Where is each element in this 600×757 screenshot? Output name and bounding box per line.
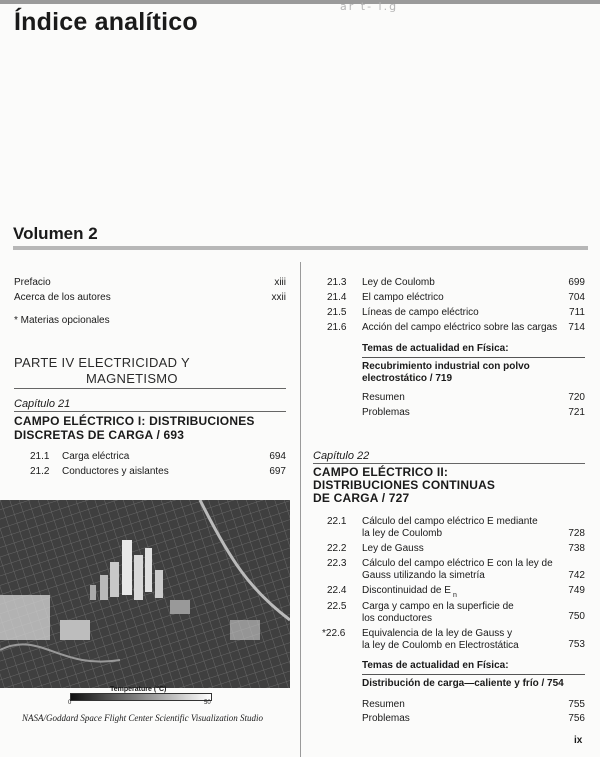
temperature-tick-max: 50 [204,700,211,706]
part-heading-line1: PARTE IV ELECTRICIDAD Y [14,355,190,370]
chapter-21-rule [14,411,286,412]
toc-entry-section[interactable]: El campo eléctrico [362,292,444,303]
optional-note: * Materias opcionales [14,315,110,326]
toc-entry-section[interactable]: Equivalencia de la ley de Gauss y [362,628,513,639]
section-number: 22.5 [327,601,347,612]
section-number: 22.1 [327,516,347,527]
toc-entry-section[interactable]: Acción del campo eléctrico sobre las cargas [362,322,558,333]
section-number: 22.3 [327,558,347,569]
toc-entry-section[interactable]: Ley de Coulomb [362,277,435,288]
temas-rule [362,674,585,675]
section-number: 22.4 [327,585,347,596]
chapter-22-title-line3[interactable]: DE CARGA / 727 [313,491,410,505]
toc-page: 750 [568,611,585,622]
chapter-22-title-line2[interactable]: DISTRIBUCIONES CONTINUAS [313,478,496,492]
toc-entry-section[interactable]: Conductores y aislantes [62,466,169,477]
toc-page-autores: xxii [271,292,286,303]
toc-entry-section[interactable]: Carga eléctrica [62,451,130,462]
section-number: 21.4 [327,292,347,303]
toc-page-problemas: 721 [568,407,585,418]
section-number: *22.6 [322,628,346,639]
toc-page: 694 [269,451,286,462]
toc-page: 738 [568,543,585,554]
toc-page-prefacio: xiii [274,277,286,288]
temperature-scale-bar [70,693,212,701]
section-number: 22.2 [327,543,347,554]
toc-page: 714 [568,322,585,333]
toc-entry-section[interactable]: Cálculo del campo eléctrico E mediante [362,516,538,527]
volume-rule [13,246,588,250]
feature-title-line1[interactable]: Recubrimiento industrial con polvo [362,361,530,372]
toc-page: 742 [568,570,585,581]
toc-entry-problemas[interactable]: Problemas [362,713,410,724]
chapter-22-title-line1[interactable]: CAMPO ELÉCTRICO II: [313,465,449,479]
toc-page: 704 [568,292,585,303]
section-number: 21.1 [30,451,50,462]
toc-entry-section[interactable]: Cálculo del campo eléctrico E con la ley de [362,558,553,569]
temperature-label: Temperature (°C) [110,686,167,693]
part-heading-line2: MAGNETISMO [86,371,178,386]
toc-entry-section[interactable]: Carga y campo en la superficie de [362,601,514,612]
toc-page: 699 [568,277,585,288]
toc-page: 697 [269,466,286,477]
temas-heading: Temas de actualidad en Física: [362,343,509,354]
toc-page-resumen: 720 [568,392,585,403]
toc-entry-section[interactable]: Ley de Gauss [362,543,424,554]
toc-page: 753 [568,639,585,650]
toc-entry-section-cont[interactable]: la ley de Coulomb en Electrostática [362,640,519,651]
toc-page-resumen: 755 [568,699,585,710]
toc-page: 711 [569,307,585,318]
chapter-21-label: Capítulo 21 [14,398,71,410]
volume-heading: Volumen 2 [13,224,98,243]
chapter-21-title-line1[interactable]: CAMPO ELÉCTRICO I: DISTRIBUCIONES [14,414,255,428]
toc-entry-problemas[interactable]: Problemas [362,407,410,418]
toc-entry-section-cont[interactable]: los conductores [362,613,433,624]
feature-title[interactable]: Distribución de carga—caliente y frío / 754 [362,678,564,689]
part-rule [14,388,286,389]
temperature-tick-min: 0 [68,700,72,706]
page-title: Índice analítico [14,8,198,36]
thermal-image-graphic [0,500,290,688]
toc-entry-autores[interactable]: Acerca de los autores [14,292,111,303]
image-credit: NASA/Goddard Space Flight Center Scientific Visualization Studio [22,713,263,723]
column-divider [300,262,301,757]
toc-entry-prefacio[interactable]: Prefacio [14,277,51,288]
toc-entry-resumen[interactable]: Resumen [362,392,405,403]
feature-title-line2[interactable]: electrostático / 719 [362,373,453,384]
toc-entry-section[interactable]: Líneas de campo eléctrico [362,307,479,318]
temas-rule [362,357,585,358]
toc-entry-section[interactable]: Discontinuidad de E [362,585,451,596]
top-rule [0,0,600,4]
section-number: 21.3 [327,277,347,288]
toc-entry-resumen[interactable]: Resumen [362,699,405,710]
section-number: 21.5 [327,307,347,318]
section-number: 21.6 [327,322,347,333]
temas-heading: Temas de actualidad en Física: [362,660,509,671]
toc-page-problemas: 756 [568,713,585,724]
page-number: ix [574,735,583,746]
margin-scribble: ar t- l.g [340,0,399,13]
toc-entry-section-cont[interactable]: la ley de Coulomb [362,528,443,539]
section-number: 21.2 [30,466,50,477]
chapter-22-label: Capítulo 22 [313,450,370,462]
city-thermal-image [0,500,290,688]
toc-page: 749 [568,585,585,596]
toc-entry-section-cont[interactable]: Gauss utilizando la simetría [362,570,485,581]
toc-page: 728 [568,528,585,539]
chapter-22-rule [313,463,585,464]
subscript-n: n [453,592,457,599]
chapter-21-title-line2[interactable]: DISCRETAS DE CARGA / 693 [14,428,185,442]
